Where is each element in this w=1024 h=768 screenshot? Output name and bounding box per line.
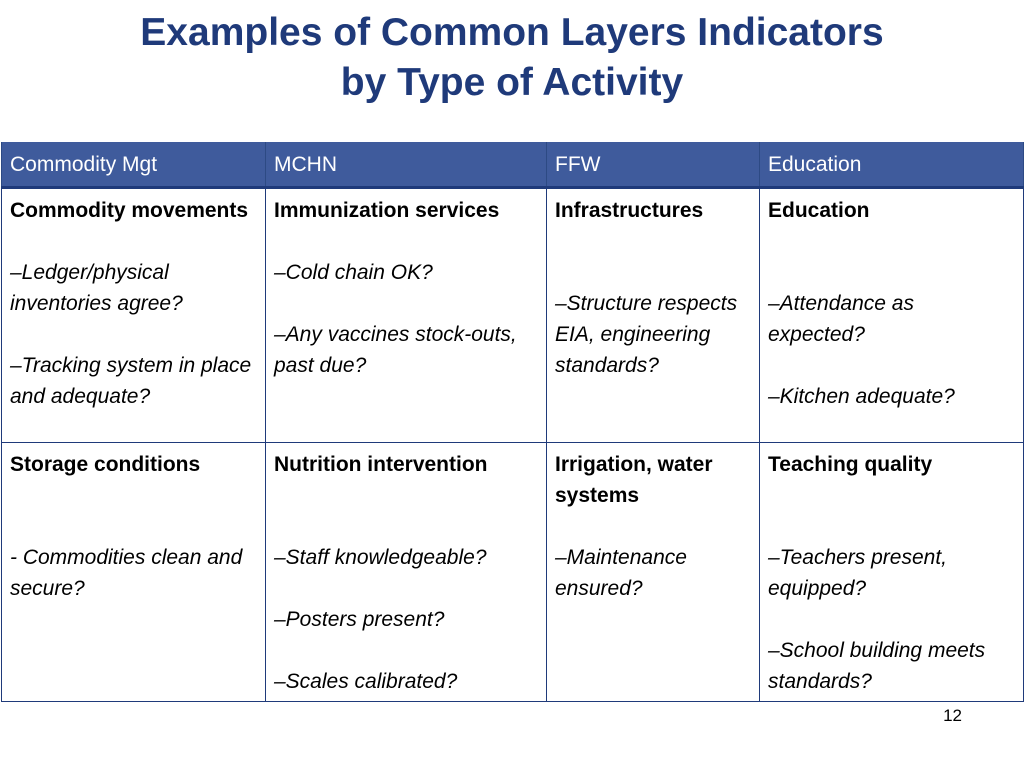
table-row: [2, 443, 1024, 702]
cell-category: Irrigation, water systems: [555, 453, 713, 507]
slide-title-line-2: by Type of Activity: [340, 61, 684, 104]
table-header: [2, 142, 1024, 188]
cell-category: Storage conditions: [10, 453, 201, 476]
table-cell: [547, 188, 760, 443]
spacer: [555, 511, 751, 542]
spacer: [274, 226, 538, 257]
table-cell: [2, 188, 266, 443]
cell-item: –Kitchen adequate?: [768, 385, 955, 408]
indicators-table: [1, 142, 1024, 702]
header-mchn: MCHN: [266, 142, 547, 188]
cell-item: –Any vaccines stock-outs, past due?: [274, 323, 517, 377]
cell-category: Education: [768, 199, 870, 222]
cell-item: –Structure respects EIA, engineering standards?: [555, 292, 738, 377]
spacer: [768, 226, 1015, 257]
cell-category: Infrastructures: [555, 199, 704, 222]
cell-item: –Staff knowledgeable?: [274, 546, 487, 569]
spacer: [555, 226, 751, 257]
table-cell: [760, 443, 1024, 702]
slide-title-line-1: Examples of Common Layers Indicators: [140, 11, 884, 54]
spacer: [768, 480, 1015, 511]
spacer: [768, 604, 1015, 635]
table-cell: [547, 443, 760, 702]
header-ffw: FFW: [547, 142, 760, 188]
table-cell: [760, 188, 1024, 443]
cell-category: Immunization services: [274, 199, 500, 222]
spacer: [10, 319, 257, 350]
cell-item: - Commodities clean and secure?: [10, 546, 243, 600]
cell-item: –Cold chain OK?: [274, 261, 433, 284]
cell-item: –Tracking system in place and adequate?: [10, 354, 252, 408]
table-cell: [2, 443, 266, 702]
spacer: [555, 257, 751, 288]
spacer: [768, 350, 1015, 381]
cell-category: Commodity movements: [10, 199, 249, 222]
spacer: [10, 480, 257, 511]
cell-category: Teaching quality: [768, 453, 933, 476]
cell-item: –Teachers present, equipped?: [768, 546, 948, 600]
header-education: Education: [760, 142, 1024, 188]
cell-category: Nutrition intervention: [274, 453, 488, 476]
spacer: [10, 511, 257, 542]
spacer: [274, 511, 538, 542]
cell-item: –Posters present?: [274, 608, 445, 631]
spacer: [768, 257, 1015, 288]
table-row: [2, 188, 1024, 443]
table-cell: [266, 188, 547, 443]
header-row: [2, 142, 1024, 188]
slide-title: [0, 8, 1024, 108]
cell-item: –Ledger/physical inventories agree?: [10, 261, 183, 315]
spacer: [10, 226, 257, 257]
cell-item: –Maintenance ensured?: [555, 546, 687, 600]
spacer: [768, 511, 1015, 542]
table-cell: [266, 443, 547, 702]
table-body: [2, 188, 1024, 702]
spacer: [274, 480, 538, 511]
cell-item: –School building meets standards?: [768, 639, 986, 693]
cell-item: –Scales calibrated?: [274, 670, 458, 693]
cell-item: –Attendance as expected?: [768, 292, 914, 346]
slide-number: 12: [943, 706, 962, 725]
spacer: [274, 573, 538, 604]
spacer: [274, 288, 538, 319]
header-commodity-mgt: Commodity Mgt: [2, 142, 266, 188]
spacer: [274, 635, 538, 666]
